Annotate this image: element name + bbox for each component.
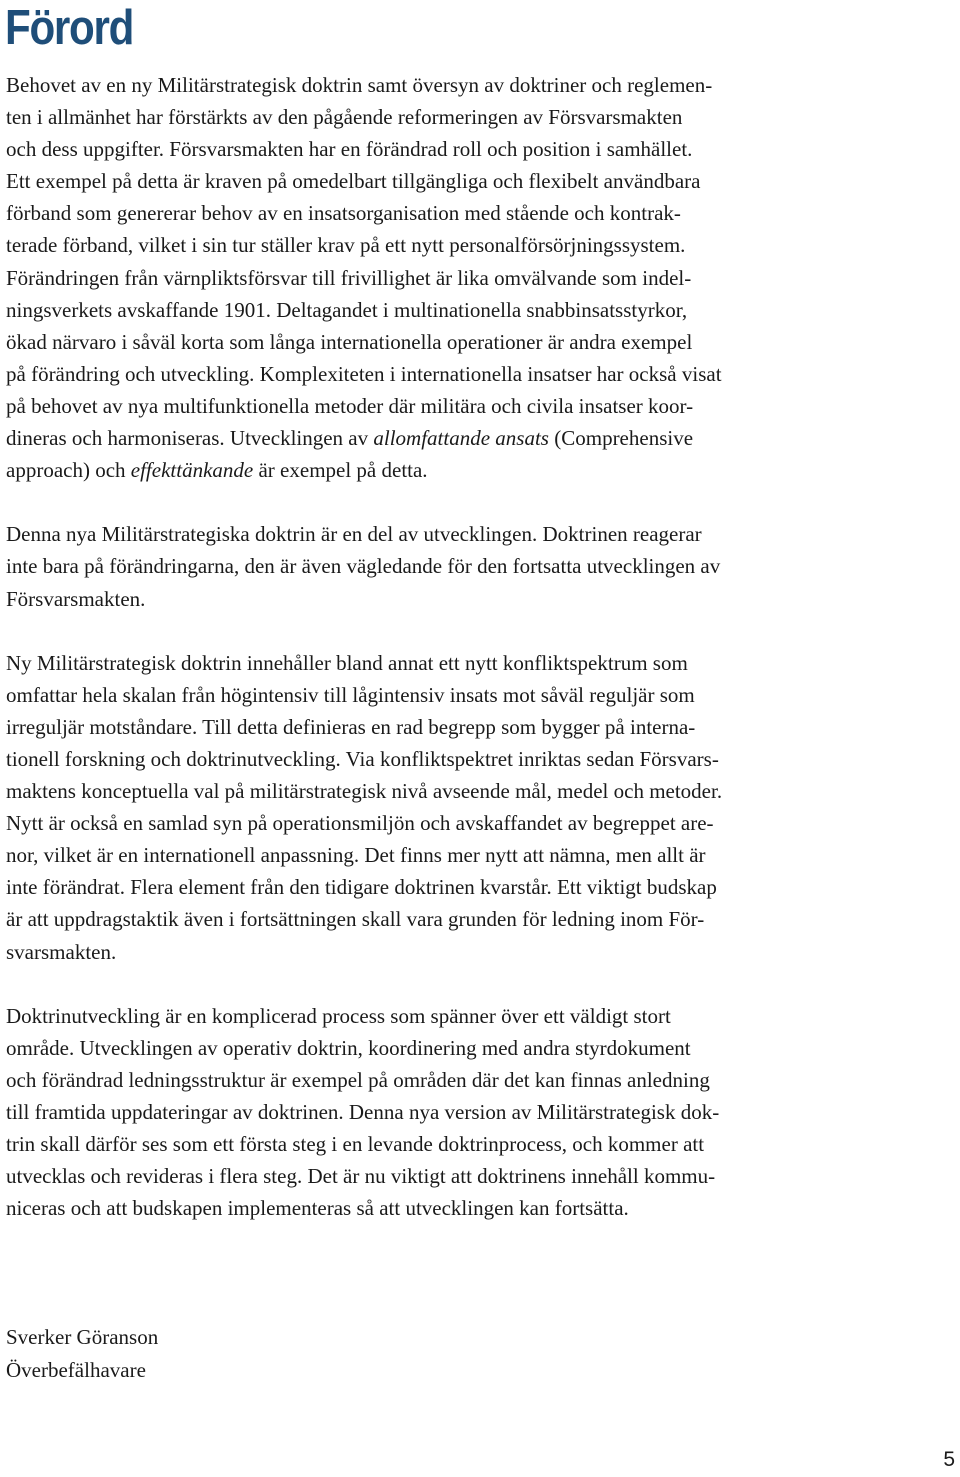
text-segment: på behovet av nya multifunktionella metoder där militära och civila insatser koor-: [6, 393, 694, 418]
text-line: [6, 294, 851, 326]
text-line: [6, 518, 851, 550]
text-segment: Ny Militärstrategisk doktrin innehåller bland annat ett nytt konfliktspektrum som: [6, 650, 688, 675]
text-segment: och dess uppgifter. Försvarsmakten har en förändrad roll och position i samhället.: [6, 137, 693, 162]
text-line: [6, 229, 851, 261]
text-segment: approach) och: [6, 458, 131, 483]
text-segment: maktens konceptuella val på militärstrategisk nivå avseende mål, medel och metoder.: [6, 779, 723, 804]
text-segment: och förändrad ledningsstruktur är exempel på områden där det kan finnas anledning: [6, 1067, 710, 1092]
text-line: [6, 550, 851, 582]
text-segment: nor, vilket är en internationell anpassning. Det finns mer nytt att nämna, men allt är: [6, 843, 706, 868]
text-segment: Ett exempel på detta är kraven på omedelbart tillgängliga och flexibelt användbara: [6, 169, 701, 194]
text-line: [6, 807, 851, 839]
text-line: [6, 1000, 851, 1032]
text-segment: till framtida uppdateringar av doktrinen. Denna nya version av Militärstrategisk dok-: [6, 1100, 720, 1124]
text-segment: Nytt är också en samlad syn på operationsmiljön och avskaffandet av begreppet are-: [6, 811, 714, 836]
text-segment: svarsmakten.: [6, 939, 117, 964]
signature-role: Överbefälhavare: [6, 1358, 146, 1382]
paragraph: [6, 518, 851, 614]
text-line: [6, 583, 851, 615]
text-segment: Doktrinutveckling är en komplicerad process som spänner över ett väldigt stort: [6, 1003, 671, 1028]
paragraph: [6, 69, 851, 486]
text-line: [6, 743, 851, 775]
text-line: [6, 1032, 851, 1064]
text-segment: ningsverkets avskaffande 1901. Deltagandet i multinationella snabbinsatsstyrkor,: [6, 297, 688, 322]
text-segment: är exempel på detta.: [253, 458, 428, 483]
text-line: [6, 679, 851, 711]
text-line: [6, 839, 851, 871]
emphasized-term: allomfattande ansats: [373, 426, 549, 451]
text-segment: Denna nya Militärstrategiska doktrin är en del av utvecklingen. Doktrinen reagerar: [6, 522, 702, 547]
text-line: [6, 69, 851, 101]
text-segment: är att uppdragstaktik även i fortsättningen skall vara grunden för ledning inom För-: [6, 907, 705, 932]
text-segment: inte bara på förändringarna, den är även vägledande för den fortsatta utvecklingen av: [6, 554, 721, 579]
text-line: [6, 1096, 851, 1128]
text-line: [6, 262, 851, 294]
text-line: [6, 165, 851, 197]
text-line: [6, 358, 851, 390]
text-segment: dineras och harmoniseras. Utvecklingen av: [6, 426, 374, 451]
text-line: [6, 101, 851, 133]
text-segment: omfattar hela skalan från högintensiv till lågintensiv insats mot såväl reguljär som: [6, 682, 695, 707]
text-segment: Försvarsmakten.: [6, 586, 146, 611]
text-segment: område. Utvecklingen av operativ doktrin, koordinering med andra styrdokument: [6, 1035, 691, 1060]
text-segment: tionell forskning och doktrinutveckling. Via konfliktspektret inriktas sedan Försvars-: [6, 746, 719, 771]
text-segment: (Comprehensive: [548, 426, 694, 451]
paragraph: [6, 1000, 851, 1225]
text-segment: niceras och att budskapen implementeras så att utvecklingen kan fortsätta.: [6, 1196, 629, 1221]
text-line: [6, 1064, 851, 1096]
emphasized-term: effekttänkande: [130, 458, 254, 483]
text-segment: irreguljär motståndare. Till detta definieras en rad begrepp som bygger på interna-: [6, 714, 696, 739]
page-title: Förord: [5, 1, 134, 55]
text-segment: ökad närvaro i såväl korta som långa internationella operationer är andra exempel: [6, 329, 693, 354]
text-segment: på förändring och utveckling. Komplexiteten i internationella insatser har också visat: [6, 361, 722, 386]
text-line: [6, 871, 851, 903]
text-line: [6, 422, 851, 454]
text-segment: utvecklas och revideras i flera steg. Det är nu viktigt att doktrinens innehåll kommu-: [6, 1164, 716, 1189]
signature-name: Sverker Göranson: [6, 1325, 159, 1349]
text-line: [6, 775, 851, 807]
page-number: 5: [943, 1448, 955, 1471]
text-line: [6, 1128, 851, 1160]
text-line: [6, 647, 851, 679]
paragraph: [6, 647, 851, 968]
text-segment: terade förband, vilket i sin tur ställer krav på ett nytt personalförsörjningssystem.: [6, 233, 686, 258]
signature-block: [6, 1321, 158, 1387]
text-segment: ten i allmänhet har förstärkts av den pågående reformeringen av Försvarsmakten: [6, 105, 683, 130]
text-line: [6, 711, 851, 743]
text-line: [6, 1160, 851, 1192]
text-line: [6, 936, 851, 968]
text-line: [6, 454, 851, 486]
text-segment: Behovet av en ny Militärstrategisk doktrin samt översyn av doktriner och reglemen-: [6, 73, 713, 97]
text-line: [6, 903, 851, 935]
text-line: [6, 133, 851, 165]
text-segment: Förändringen från värnpliktsförsvar till frivillighet är lika omvälvande som indel-: [6, 265, 692, 290]
text-segment: trin skall därför ses som ett första steg i en levande doktrinprocess, och kommer att: [6, 1132, 705, 1157]
text-line: [6, 326, 851, 358]
text-line: [6, 197, 851, 229]
text-line: [6, 390, 851, 422]
text-line: [6, 1192, 851, 1224]
preface-body: [6, 69, 851, 1256]
text-segment: förband som genererar behov av en insatsorganisation med stående och kontrak-: [6, 201, 681, 226]
text-segment: inte förändrat. Flera element från den tidigare doktrinen kvarstår. Ett viktigt budskap: [6, 875, 717, 900]
